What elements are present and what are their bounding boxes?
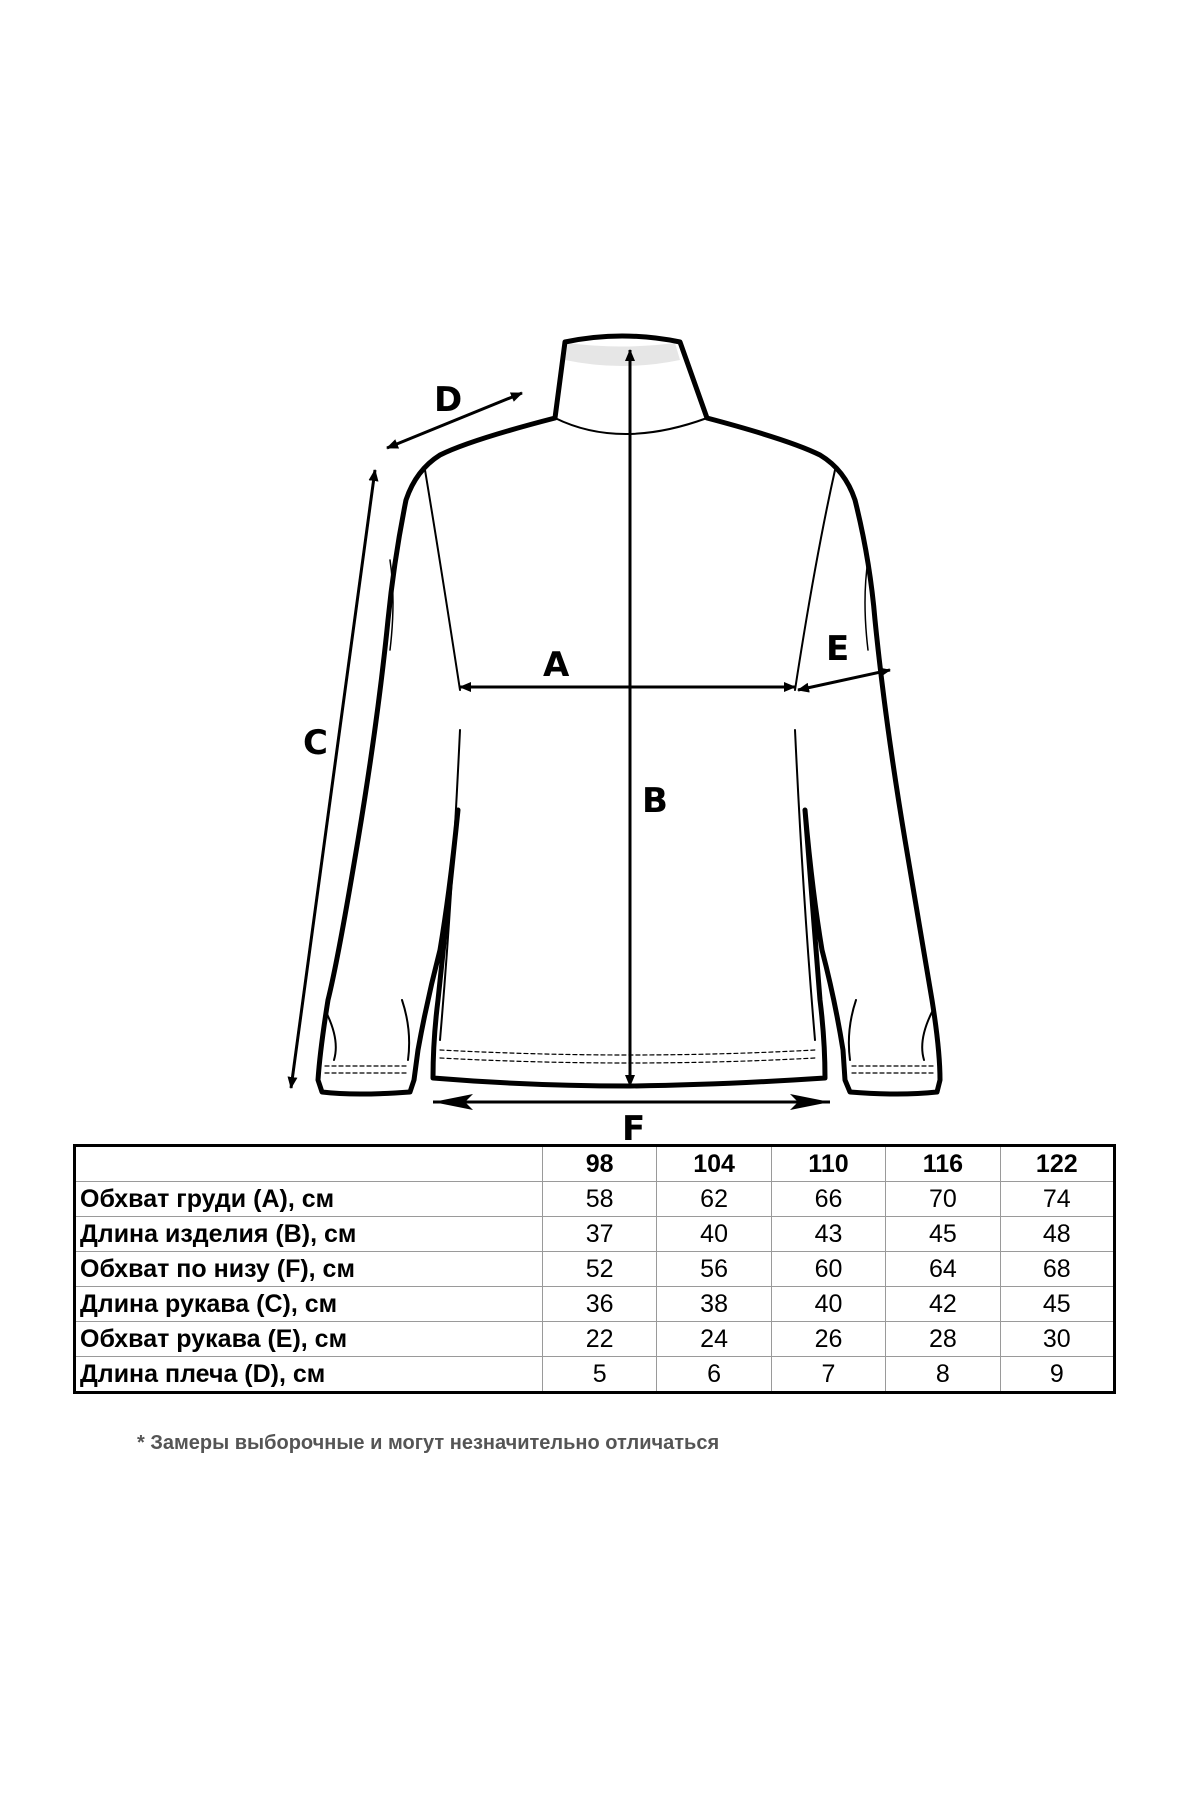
- table-cell: 38: [657, 1287, 771, 1322]
- left-cuff-line: [326, 1000, 409, 1060]
- table-cell: 30: [1000, 1322, 1114, 1357]
- label-B: B: [642, 781, 668, 821]
- table-cell: 64: [886, 1252, 1000, 1287]
- row-label: Длина изделия (B), см: [75, 1217, 543, 1252]
- table-cell: 48: [1000, 1217, 1114, 1252]
- row-label: Обхват груди (A), см: [75, 1182, 543, 1217]
- hem-stitch-2: [440, 1058, 815, 1063]
- table-cell: 45: [886, 1217, 1000, 1252]
- table-cell: 26: [771, 1322, 885, 1357]
- table-row: [75, 1217, 1115, 1252]
- table-cell: 7: [771, 1357, 885, 1393]
- size-header: 116: [886, 1146, 1000, 1182]
- size-header: 110: [771, 1146, 885, 1182]
- left-armhole: [425, 470, 460, 690]
- table-header-row: [75, 1146, 1115, 1182]
- table-cell: 40: [657, 1217, 771, 1252]
- table-cell: 56: [657, 1252, 771, 1287]
- row-label: Длина плеча (D), см: [75, 1357, 543, 1393]
- table-cell: 8: [886, 1357, 1000, 1393]
- size-header: 104: [657, 1146, 771, 1182]
- table-cell: 52: [543, 1252, 657, 1287]
- table-cell: 68: [1000, 1252, 1114, 1287]
- table-cell: 62: [657, 1182, 771, 1217]
- size-chart-table: [73, 1144, 1116, 1394]
- table-cell: 43: [771, 1217, 885, 1252]
- right-cuff-line: [849, 1000, 932, 1060]
- table-row: [75, 1252, 1115, 1287]
- hem-stitch-1: [440, 1050, 815, 1055]
- table-cell: 74: [1000, 1182, 1114, 1217]
- label-E: E: [826, 629, 850, 669]
- table-cell: 5: [543, 1357, 657, 1393]
- table-cell: 40: [771, 1287, 885, 1322]
- label-A: A: [543, 645, 570, 685]
- table-cell: 22: [543, 1322, 657, 1357]
- measurement-arrows: [291, 350, 890, 1102]
- table-cell: 9: [1000, 1357, 1114, 1393]
- table-cell: 28: [886, 1322, 1000, 1357]
- table-cell: 6: [657, 1357, 771, 1393]
- left-cuff-stitch: [325, 1066, 408, 1073]
- row-label: Длина рукава (C), см: [75, 1287, 543, 1322]
- arrow-E: [798, 670, 890, 690]
- table-cell: 70: [886, 1182, 1000, 1217]
- table-cell: 45: [1000, 1287, 1114, 1322]
- size-header: 98: [543, 1146, 657, 1182]
- row-label: Обхват по низу (F), см: [75, 1252, 543, 1287]
- table-cell: 66: [771, 1182, 885, 1217]
- table-cell: 37: [543, 1217, 657, 1252]
- table-row: [75, 1322, 1115, 1357]
- table-cell: 24: [657, 1322, 771, 1357]
- row-label: Обхват рукава (E), см: [75, 1322, 543, 1357]
- size-header: 122: [1000, 1146, 1114, 1182]
- table-cell: 60: [771, 1252, 885, 1287]
- table-cell: 58: [543, 1182, 657, 1217]
- label-D: D: [434, 380, 463, 420]
- table-cell: 42: [886, 1287, 1000, 1322]
- collar-inner: [565, 343, 680, 366]
- table-row: [75, 1357, 1115, 1393]
- label-C: C: [303, 723, 328, 763]
- header-corner: [75, 1146, 543, 1182]
- table-cell: 36: [543, 1287, 657, 1322]
- footnote: * Замеры выборочные и могут незначительно отличаться: [137, 1432, 720, 1454]
- arrow-C: [291, 470, 375, 1088]
- table-row: [75, 1182, 1115, 1217]
- table-row: [75, 1287, 1115, 1322]
- right-cuff-stitch: [852, 1066, 934, 1073]
- label-F: F: [622, 1109, 646, 1149]
